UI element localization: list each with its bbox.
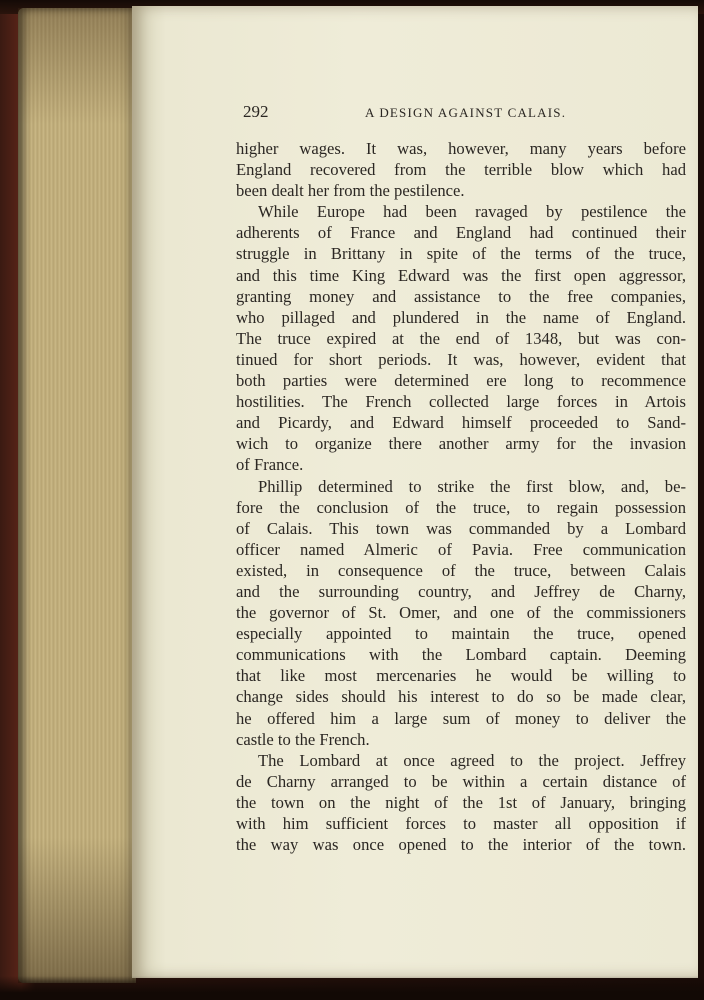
paragraph [236,138,686,201]
text-line: communications with the Lombard captain. Deeming [236,645,686,665]
text-line: the way was once opened to the interior of the town. [236,835,686,855]
text-line: the governor of St. Omer, and one of the commissioners [236,603,686,623]
text-line: been dealt her from the pestilence. [236,181,465,201]
text-line: officer named Almeric of Pavia. Free communication [236,539,686,559]
text-line: Phillip determined to strike the first blow, and, be- [258,476,686,496]
paragraph [236,201,686,475]
text-line: While Europe had been ravaged by pestilence the [258,202,686,222]
paragraph [236,750,686,855]
text-line: and this time King Edward was the first open aggressor, [236,265,686,285]
text-line: of France. [236,455,304,475]
text-line: wich to organize there another army for the invasion [236,434,686,454]
paragraph [236,476,686,750]
text-line: existed, in consequence of the truce, between Calais [236,560,686,580]
text-line: and the surrounding country, and Jeffrey de Charny, [236,581,686,601]
text-line: that like most mercenaries he would be willing to [236,666,686,686]
text-line: hostilities. The French collected large forces in Artois [236,392,686,412]
text-line: of Calais. This town was commanded by a Lombard [236,518,686,538]
text-line: change sides should his interest to do so be made clear, [236,687,686,707]
page-header [243,102,683,124]
text-line: he offered him a large sum of money to deliver the [236,708,686,728]
text-line: fore the conclusion of the truce, to regain possession [236,497,686,517]
text-line: granting money and assistance to the free companies, [236,286,686,306]
page-edges [18,8,136,983]
page-number: 292 [243,102,269,121]
text-line: both parties were determined ere long to recommence [236,371,686,391]
text-line: the town on the night of the 1st of January, bringing [236,792,686,812]
text-line: higher wages. It was, however, many years before [236,139,686,158]
text-line: struggle in Brittany in spite of the terms of the truce, [236,244,686,264]
text-line: especially appointed to maintain the truce, opened [236,624,686,644]
text-line: England recovered from the terrible blow which had [236,160,686,180]
book-bottom-shadow [0,976,704,1000]
text-line: de Charny arranged to be within a certain distance of [236,771,686,791]
text-line: tinued for short periods. It was, however, evident that [236,349,686,369]
running-head: A DESIGN AGAINST CALAIS. [365,105,567,120]
text-line: castle to the French. [236,729,370,749]
text-line: The truce expired at the end of 1348, but was con- [236,328,686,348]
text-line: and Picardy, and Edward himself proceeded to Sand- [236,413,686,433]
text-line: who pillaged and plundered in the name of England. [236,307,686,327]
text-line: adherents of France and England had continued their [236,223,686,243]
text-line: with him sufficient forces to master all opposition if [236,814,686,833]
body-text [236,138,686,855]
text-line: The Lombard at once agreed to the project. Jeffrey [258,750,686,770]
